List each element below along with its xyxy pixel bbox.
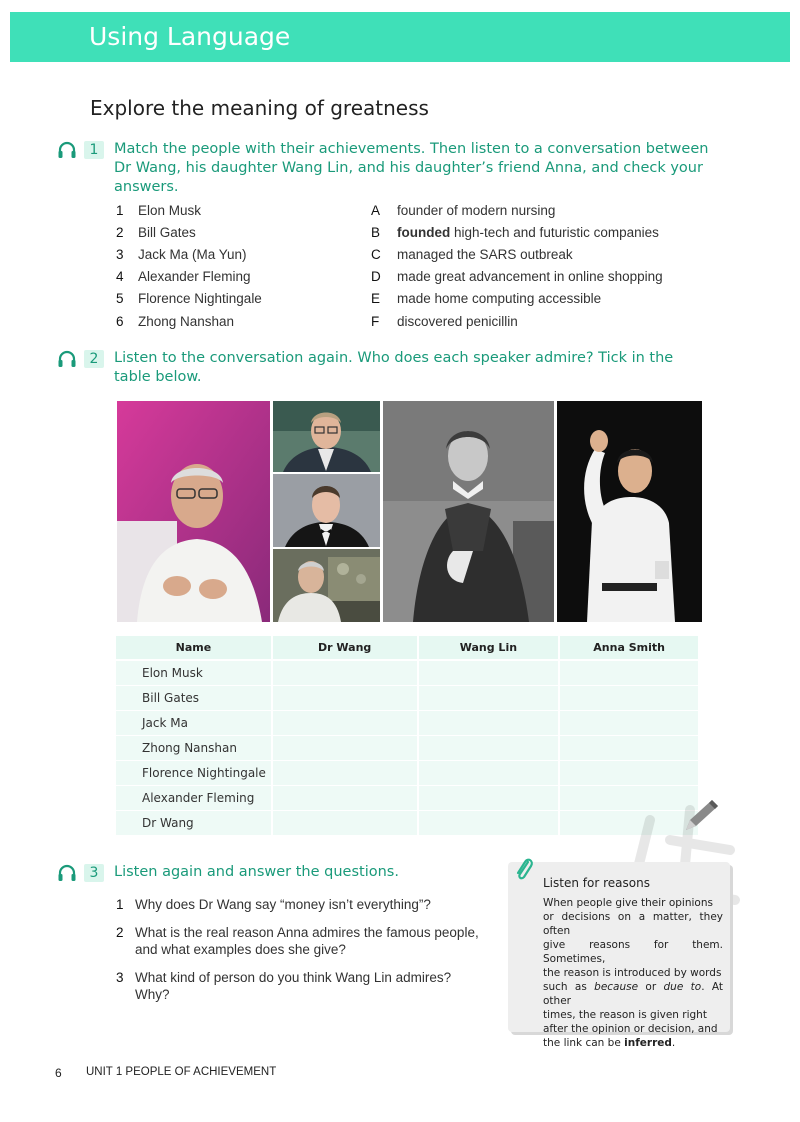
exercise-3-instruction: Listen again and answer the questions. xyxy=(114,864,399,880)
tick-cell[interactable] xyxy=(559,735,699,760)
column-header-name: Name xyxy=(116,636,272,660)
header-banner xyxy=(10,12,790,62)
person-item: 2 Bill Gates xyxy=(116,225,196,240)
tick-cell[interactable] xyxy=(272,810,418,835)
column-header-dr-wang: Dr Wang xyxy=(272,636,418,660)
photo-alexander-fleming xyxy=(273,549,380,622)
exercise-1-instruction xyxy=(114,140,708,197)
tick-cell[interactable] xyxy=(272,685,418,710)
tick-cell[interactable] xyxy=(272,660,418,685)
table-header-row xyxy=(116,636,699,660)
achievement-item: F discovered penicillin xyxy=(371,314,518,329)
pencil-icon xyxy=(680,796,722,836)
instruction-line: Listen to the conversation again. Who does each speaker admire? Tick in the xyxy=(114,350,674,366)
achievement-item: A founder of modern nursing xyxy=(371,203,556,218)
exercise-number: 3 xyxy=(84,864,104,882)
row-name: Zhong Nanshan xyxy=(116,735,272,760)
table-row xyxy=(116,660,699,685)
achievement-item: B founded high-tech and futuristic companies xyxy=(371,225,659,240)
row-name: Jack Ma xyxy=(116,710,272,735)
column-header-anna-smith: Anna Smith xyxy=(559,636,699,660)
question-item: 3 What kind of person do you think Wang Lin admires? Why? xyxy=(116,970,452,1002)
row-name: Bill Gates xyxy=(116,685,272,710)
instruction-line: table below. xyxy=(114,369,202,385)
photo-bill-gates xyxy=(273,401,380,472)
row-name: Dr Wang xyxy=(116,810,272,835)
tick-cell[interactable] xyxy=(272,735,418,760)
paperclip-icon xyxy=(513,855,535,883)
tick-cell[interactable] xyxy=(559,710,699,735)
instruction-line: Match the people with their achievements. Then listen to a conversation between xyxy=(114,141,709,157)
section-title: Explore the meaning of greatness xyxy=(90,96,429,120)
headphones-icon[interactable] xyxy=(57,350,77,368)
photo-florence-nightingale xyxy=(383,401,554,622)
achievement-item: C managed the SARS outbreak xyxy=(371,247,573,262)
banner-title: Using Language xyxy=(89,22,291,51)
photo-elon-musk xyxy=(273,474,380,547)
table-row xyxy=(116,710,699,735)
row-name: Alexander Fleming xyxy=(116,785,272,810)
tick-cell[interactable] xyxy=(272,710,418,735)
column-header-wang-lin: Wang Lin xyxy=(418,636,560,660)
table-row xyxy=(116,735,699,760)
unit-label: UNIT 1 PEOPLE OF ACHIEVEMENT xyxy=(86,1066,277,1078)
table-row xyxy=(116,685,699,710)
person-item: 6 Zhong Nanshan xyxy=(116,314,235,329)
tip-body: When people give their opinions or decisions on a matter, they often give reasons for them. Sometimes, the reason is introduced by words such as because or due to. At other times, the reason is given right after the opinion or decision, and the link can be inferred. xyxy=(543,897,723,1049)
achievement-item: E made home computing accessible xyxy=(371,291,602,306)
photo-jack-ma xyxy=(557,401,702,622)
photo-zhong-nanshan xyxy=(117,401,270,622)
person-item: 3 Jack Ma (Ma Yun) xyxy=(116,247,247,262)
tick-cell[interactable] xyxy=(272,760,418,785)
instruction-line: answers. xyxy=(114,179,179,195)
tip-title: Listen for reasons xyxy=(543,876,650,890)
exercise-number: 1 xyxy=(84,141,104,159)
tick-cell[interactable] xyxy=(418,710,560,735)
headphones-icon[interactable] xyxy=(57,141,77,159)
row-name: Florence Nightingale xyxy=(116,760,272,785)
instruction-line: Dr Wang, his daughter Wang Lin, and his daughter’s friend Anna, and check your xyxy=(114,160,703,176)
person-item: 5 Florence Nightingale xyxy=(116,291,262,306)
headphones-icon[interactable] xyxy=(57,864,77,882)
tick-cell[interactable] xyxy=(418,660,560,685)
exercise-number: 2 xyxy=(84,350,104,368)
page-number: 6 xyxy=(55,1066,62,1080)
tick-cell[interactable] xyxy=(418,735,560,760)
tick-cell[interactable] xyxy=(272,785,418,810)
tick-cell[interactable] xyxy=(559,660,699,685)
exercise-2-instruction xyxy=(114,349,673,387)
row-name: Elon Musk xyxy=(116,660,272,685)
achievement-item: D made great advancement in online shopping xyxy=(371,269,663,284)
question-item: 2 What is the real reason Anna admires the famous people, and what examples does she give? xyxy=(116,925,479,957)
person-item: 1 Elon Musk xyxy=(116,203,202,218)
person-item: 4 Alexander Fleming xyxy=(116,269,251,284)
question-item: 1 Why does Dr Wang say “money isn’t everything”? xyxy=(116,897,431,912)
tick-cell[interactable] xyxy=(418,685,560,710)
tick-cell[interactable] xyxy=(559,685,699,710)
tip-box xyxy=(508,862,730,1049)
